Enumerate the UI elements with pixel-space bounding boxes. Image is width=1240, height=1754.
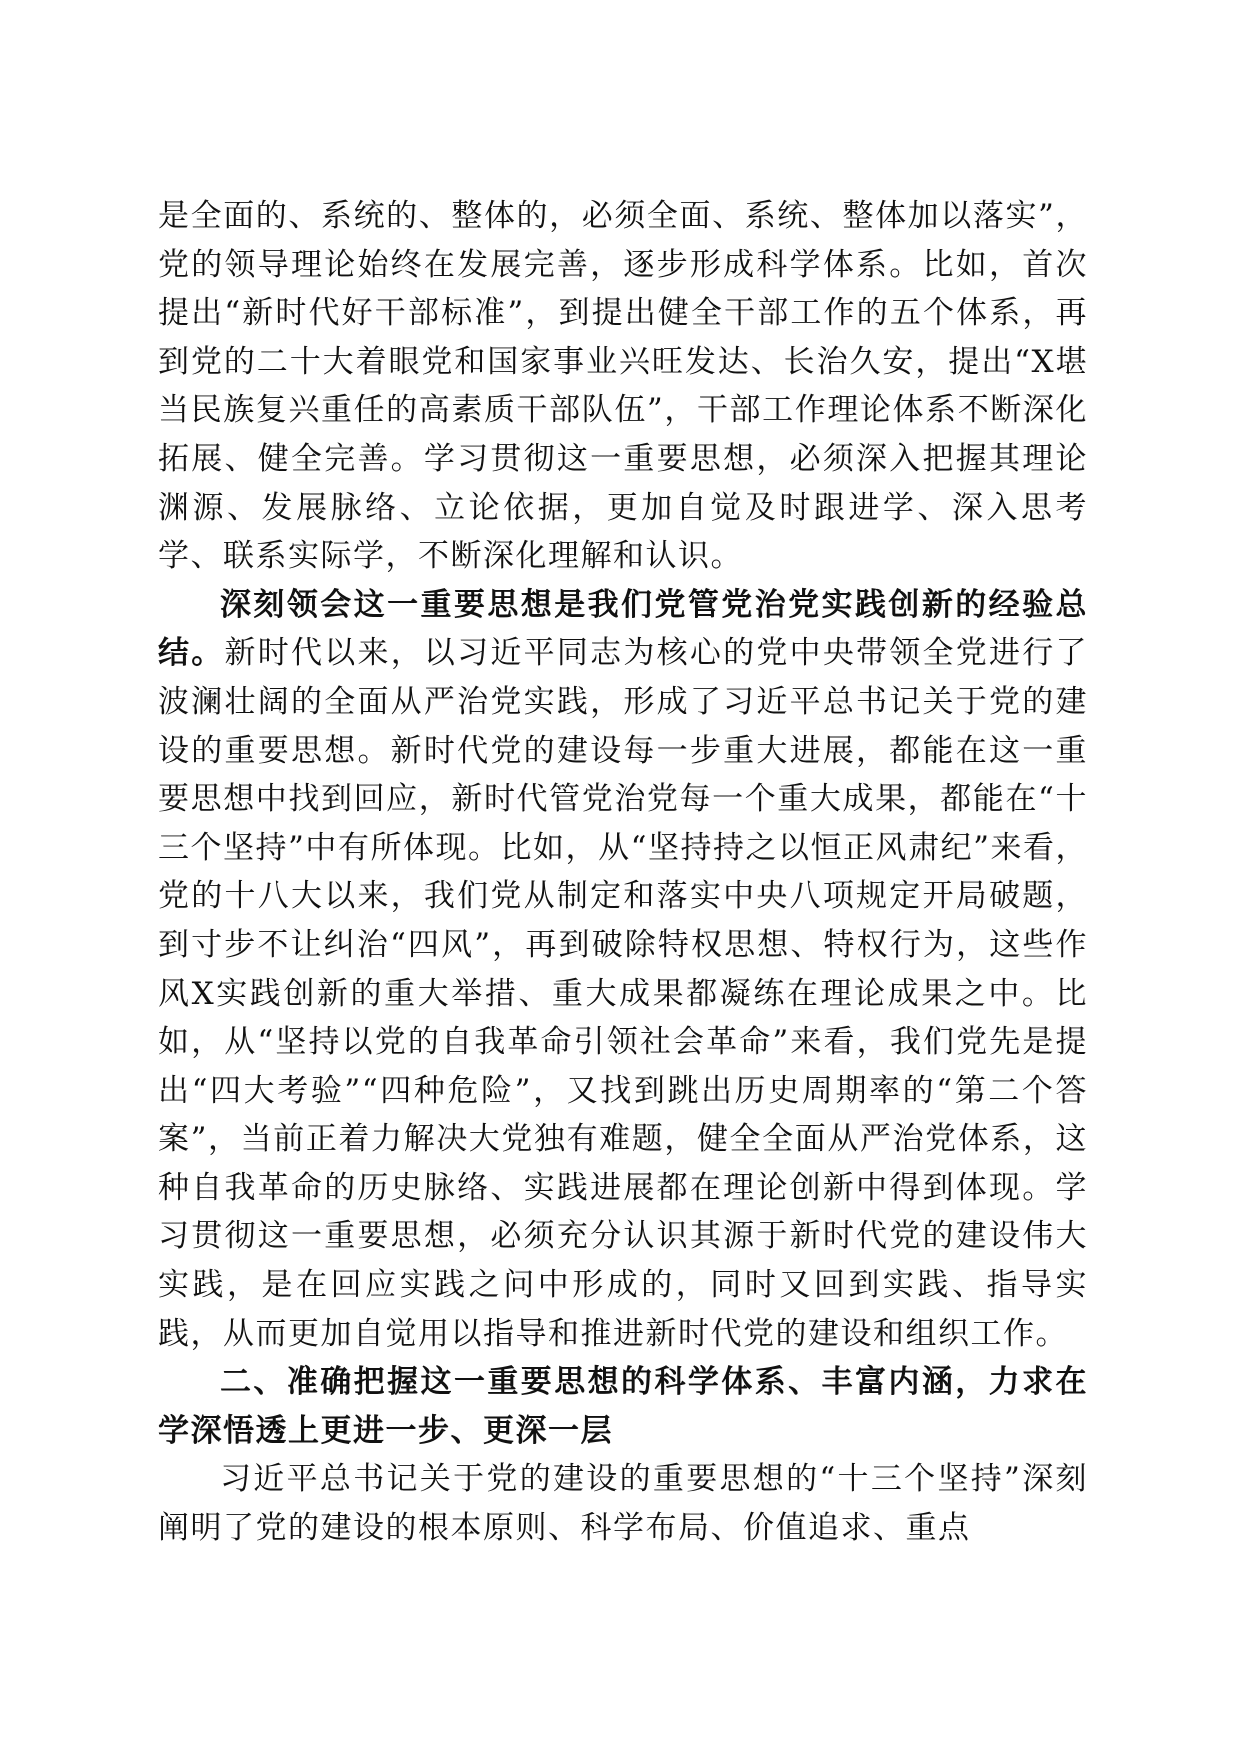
paragraph-1: 是全面的、系统的、整体的，必须全面、系统、整体加以落实”，党的领导理论始终在发展完善，逐步形成科学体系。比如，首次提出“新时代好干部标准”，到提出健全干部工作的五个体系，再到党的二十大着眼党和国家事业兴旺发达、长治久安，提出“X堪当民族复兴重任的高素质干部队伍”，干部工作理论体系不断深化拓展、健全完善。学习贯彻这一重要思想，必须深入把握其理论渊源、发展脉络、立论依据，更加自觉及时跟进学、深入思考学、联系实际学，不断深化理解和认识。 bbox=[158, 198, 1088, 575]
paragraph-2 bbox=[158, 581, 1088, 1359]
paragraph-2-lead: 深刻领会这一重要思想是我们党管党治党实践创新的经验总结。 bbox=[158, 586, 1088, 672]
paragraph-3: 习近平总书记关于党的建设的重要思想的“十三个坚持”深刻阐明了党的建设的根本原则、科学布局、价值追求、重点 bbox=[158, 1461, 1088, 1547]
paragraph-2-body: 新时代以来，以习近平同志为核心的党中央带领全党进行了波澜壮阔的全面从严治党实践，形成了习近平总书记关于党的建设的重要思想。新时代党的建设每一步重大进展，都能在这一重要思想中找到回应，新时代管党治党每一个重大成果，都能在“十三个坚持”中有所体现。比如，从“坚持持之以恒正风肃纪”来看，党的十八大以来，我们党从制定和落实中央八项规定开局破题，到寸步不让纠治“四风”，再到破除特权思想、特权行为，这些作风X实践创新的重大举措、重大成果都凝练在理论成果之中。比如，从“坚持以党的自我革命引领社会革命”来看，我们党先是提出“四大考验”“四种危险”，又找到跳出历史周期率的“第二个答案”，当前正着力解决大党独有难题，健全全面从严治党体系，这种自我革命的历史脉络、实践进展都在理论创新中得到体现。学习贯彻这一重要思想，必须充分认识其源于新时代党的建设伟大实践，是在回应实践之问中形成的，同时又回到实践、指导实践，从而更加自觉用以指导和推进新时代党的建设和组织工作。 bbox=[158, 635, 1089, 1352]
document-page bbox=[158, 192, 1088, 1553]
section-heading: 二、准确把握这一重要思想的科学体系、丰富内涵，力求在学深悟透上更进一步、更深一层 bbox=[158, 1364, 1088, 1449]
